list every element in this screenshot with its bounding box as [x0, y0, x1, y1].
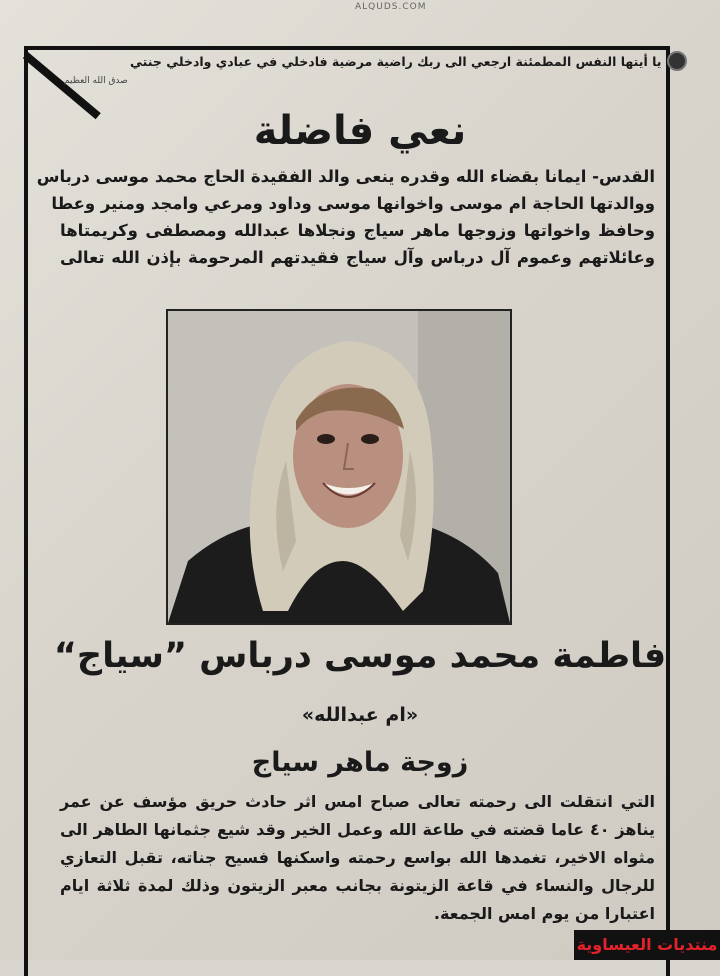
details-paragraph	[60, 788, 655, 928]
details-line: التي انتقلت الى رحمته تعالى صباح امس اثر حادث حريق مؤسف عن عمر	[60, 792, 655, 811]
details-line: مثواه الاخير، تغمدها الله بواسع رحمته واسكنها فسيح جناته، تقبل التعازي	[60, 848, 655, 867]
intro-line: وحافظ واخواتها وزوجها ماهر سياج ونجلاها عبدالله ومصطفى وكريمتاها	[60, 221, 655, 240]
quran-verse: يا أيتها النفس المطمئنة ارجعي الى ربك راضية مرضية فادخلي في عبادي وادخلي جنتي	[130, 53, 662, 69]
details-line: اعتبارا من يوم امس الجمعة.	[433, 904, 655, 923]
deceased-name: فاطمة محمد موسى درباس ”سياج“	[53, 636, 667, 676]
deceased-nickname: «ام عبدالله»	[301, 704, 419, 726]
details-line: للرجال والنساء في قاعة الزيتونة بجانب معبر الزيتون وذلك لمدة ثلاثة ايام	[60, 876, 655, 895]
intro-paragraph	[36, 163, 655, 271]
verse-reference: صدق الله العظيم	[64, 76, 128, 86]
quran-verse-row	[130, 50, 662, 72]
forum-watermark: منتديات العيساوية	[574, 930, 720, 960]
intro-line: القدس- ايمانا بقضاء الله وقدره ينعى والد الفقيدة الحاج محمد موسى درباس	[36, 167, 655, 186]
obituary-title: نعي فاضلة	[253, 108, 467, 154]
details-line: يناهز ٤٠ عاما قضته في طاعة الله وعمل الخير وقد شيع جثمانها الطاهر الى	[60, 820, 655, 839]
intro-line: وعائلاتهم وعموم آل درباس وآل سياج فقيدتهم المرحومة بإذن الله تعالى	[60, 248, 655, 267]
intro-line: ووالدتها الحاجة ام موسى واخوانها موسى وداود ومرعي وامجد ومنير وعطا	[51, 194, 655, 213]
deceased-photo	[166, 309, 512, 625]
site-mark: ALQUDS.COM	[355, 2, 427, 12]
portrait-image	[168, 311, 510, 623]
spouse-line: زوجة ماهر سياج	[251, 747, 469, 778]
emblem-icon	[667, 51, 687, 71]
